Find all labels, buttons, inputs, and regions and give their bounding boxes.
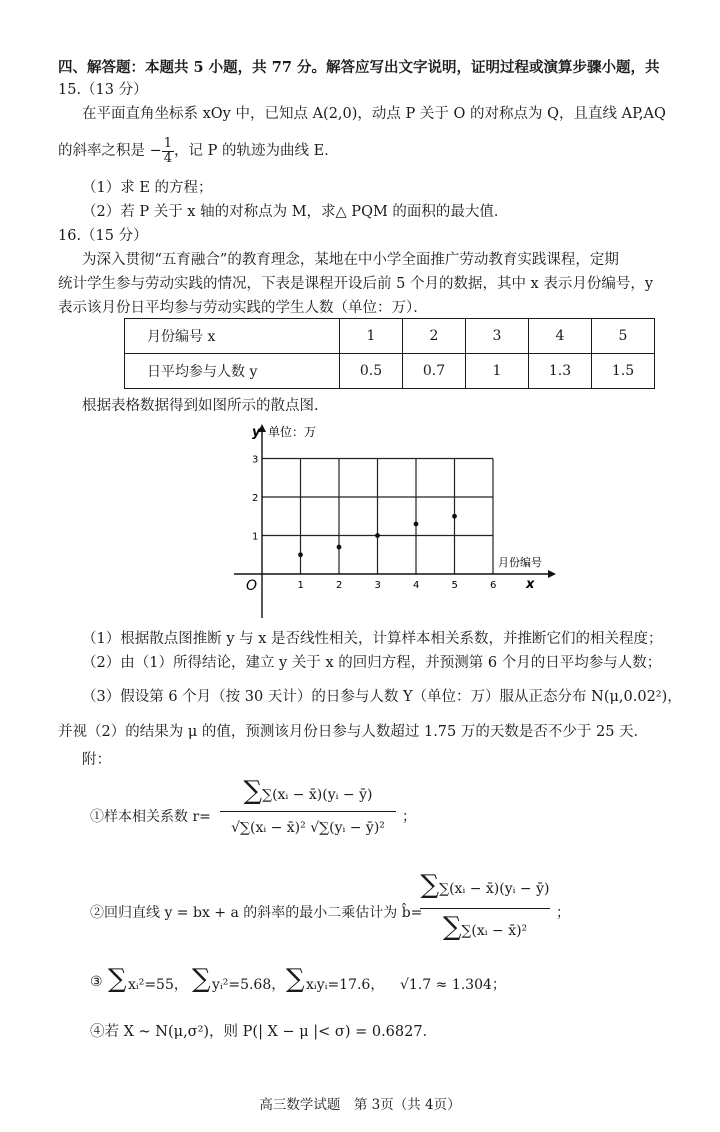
- formula-regression: [90, 872, 570, 956]
- table-cell: 1.3: [529, 354, 592, 389]
- y-tick-label: 2: [252, 493, 259, 504]
- q15-part2: （2）若 P 关于 x 轴的对称点为 M，求△ PQM 的面积的最大值．: [82, 204, 509, 220]
- sigma-icon: ∑: [442, 912, 462, 942]
- y-tick-label: 3: [252, 454, 259, 466]
- formula1-label: ①样本相关系数 r=: [90, 809, 211, 825]
- formula-correlation: [90, 778, 510, 868]
- table-cell: 2: [403, 319, 466, 354]
- formula1-bar: [220, 811, 396, 812]
- table-cell: 3: [466, 319, 529, 354]
- page-footer: 高三数学试题 第 3页（共 4页）: [259, 1097, 461, 1113]
- x-tick-label: 3: [374, 580, 381, 591]
- q15-fraction: [162, 137, 174, 166]
- scatter-plot: [230, 422, 560, 622]
- q15-line2-pre: 的斜率之积是 −: [58, 143, 162, 159]
- formula2-semicolon: ；: [556, 905, 570, 921]
- q16-intro1: 为深入贯彻“五育融合”的教育理念，某地在中小学全面推广劳动教育实践课程，定期: [82, 252, 619, 268]
- formula2-num-text: ∑(xᵢ − x̄)(yᵢ − ȳ): [439, 881, 550, 897]
- q16-number: 16.（15 分）: [58, 228, 148, 244]
- formula-sums: [90, 966, 550, 1002]
- x-tick-label: 1: [297, 580, 304, 591]
- x-tick-label: 6: [490, 580, 497, 591]
- table-cell: 5: [592, 319, 655, 354]
- formula1-denominator: √∑(xᵢ − x̄)² √∑(yᵢ − ȳ)²: [231, 820, 385, 836]
- q15-part1: （1）求 E 的方程；: [82, 180, 213, 196]
- q15-line2: [58, 136, 339, 166]
- x-tick-label: 4: [413, 580, 420, 591]
- formula-normal: ④若 X ~ N(μ,σ²)，则 P(| X − μ |< σ) = 0.6827．: [90, 1024, 438, 1040]
- scatter-intro: 根据表格数据得到如图所示的散点图.: [82, 398, 319, 414]
- formula3-c: xᵢyᵢ=17.6，: [306, 977, 385, 993]
- data-point: [452, 514, 457, 519]
- formula3-a: xᵢ²=55，: [128, 977, 188, 993]
- sigma-icon: ∑: [420, 870, 440, 900]
- origin-label: O: [246, 578, 258, 594]
- data-point: [375, 533, 380, 538]
- formula3-b: yᵢ²=5.68，: [212, 977, 286, 993]
- x-axis-label: 月份编号: [498, 556, 542, 569]
- formula1-semicolon: ；: [402, 809, 416, 825]
- x-axis-arrow-icon: [548, 570, 556, 578]
- table-cell: 0.5: [340, 354, 403, 389]
- table-cell: 0.7: [403, 354, 466, 389]
- table-header-x: 月份编号 x: [125, 319, 340, 354]
- q15-line2-post: ，记 P 的轨迹为曲线 E．: [174, 143, 339, 159]
- formula2-denominator: [420, 914, 550, 940]
- formula3-prefix: ③: [90, 974, 103, 990]
- y-axis-symbol: y: [252, 425, 261, 440]
- q16-intro2: 统计学生参与劳动实践的情况，下表是课程开设后前 5 个月的数据，其中 x 表示月份编号，y: [58, 276, 654, 292]
- formula1-numerator: [220, 778, 396, 804]
- table-row-x: [125, 319, 655, 354]
- formula1-num-text: ∑(xᵢ − x̄)(yᵢ − ȳ): [262, 787, 373, 803]
- q15-line1: 在平面直角坐标系 xOy 中，已知点 A(2,0)，动点 P 关于 O 的对称点为 Q，且直线 AP,AQ: [82, 106, 666, 122]
- formula2-label: ②回归直线 y = bx + a 的斜率的最小二乘估计为 b̂=: [90, 905, 423, 921]
- table-row-y: [125, 354, 655, 389]
- sigma-icon: ∑: [243, 776, 263, 806]
- data-table: [124, 318, 655, 389]
- tick-layer: [252, 455, 496, 592]
- axis-layer: [234, 424, 556, 618]
- table-cell: 1: [466, 354, 529, 389]
- q15-number: 15.（13 分）: [58, 82, 148, 98]
- x-axis-symbol: x: [526, 577, 535, 592]
- table-cell: 1.5: [592, 354, 655, 389]
- y-axis-label: 单位：万: [268, 425, 317, 439]
- section-header: 四、解答题：本题共 5 小题，共 77 分。解答应写出文字说明，证明过程或演算步骤小题，共: [58, 59, 660, 76]
- table-header-y: 日平均参与人数 y: [125, 354, 340, 389]
- y-tick-label: 1: [252, 531, 259, 543]
- data-point: [414, 522, 419, 527]
- x-tick-label: 2: [336, 580, 343, 591]
- formula2-bar: [420, 908, 550, 909]
- grid-layer: [262, 459, 493, 575]
- sigma-icon: ∑: [108, 964, 127, 994]
- q15-frac-den: 4: [163, 150, 173, 166]
- q16-part1: （1）根据散点图推断 y 与 x 是否线性相关，计算样本相关系数，并推断它们的相关程度；: [82, 631, 663, 647]
- q16-part2: （2）由（1）所得结论，建立 y 关于 x 的回归方程，并预测第 6 个月的日平均参与人数；: [82, 655, 662, 671]
- data-point: [337, 545, 342, 550]
- q16-part3-line1: （3）假设第 6 个月（按 30 天计）的日参与人数 Y（单位：万）服从正态分布 N(μ,0.02²)，: [82, 689, 682, 705]
- q15-frac-num: 1: [163, 135, 173, 151]
- q16-intro3: 表示该月份日平均参与劳动实践的学生人数（单位：万）．: [58, 300, 428, 316]
- sigma-icon: ∑: [286, 964, 305, 994]
- formula2-numerator: [420, 872, 550, 898]
- formula2-den-text: ∑(xᵢ − x̄)²: [461, 923, 528, 939]
- sigma-icon: ∑: [192, 964, 211, 994]
- data-point: [298, 552, 303, 557]
- table-cell: 1: [340, 319, 403, 354]
- x-tick-label: 5: [451, 580, 458, 591]
- appendix-label: 附：: [82, 752, 111, 768]
- table-cell: 4: [529, 319, 592, 354]
- formula3-d: √1.7 ≈ 1.304；: [400, 977, 506, 993]
- q16-part3-line2: 并视（2）的结果为 μ 的值，预测该月份日参与人数超过 1.75 万的天数是否不少于 25 天．: [58, 724, 649, 740]
